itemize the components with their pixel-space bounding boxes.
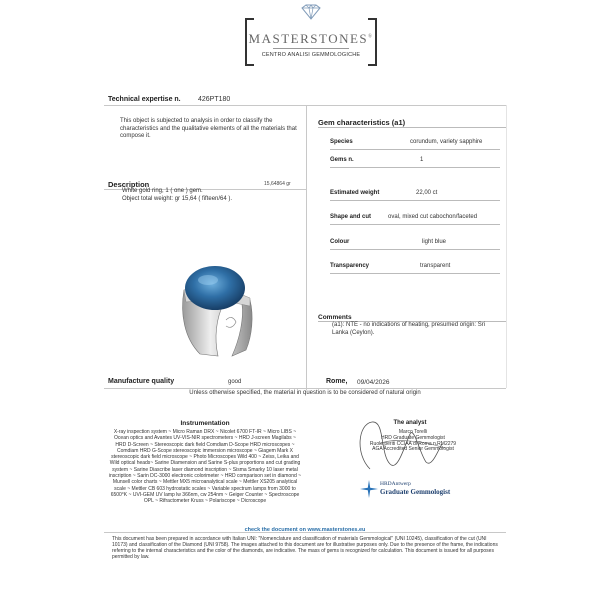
technical-expertise-label: Technical expertise n. [108,96,181,103]
gem-row-key: Gems n. [330,157,354,163]
instrumentation-text: X-ray inspection system ~ Micro Raman DRX ~ Nicolet 6700 FT-IR ~ Micro LIBS ~ Ocean optics and Avantes UV-VIS-NIR spectrometers ~ HRD J-screen Magilabs ~ HRD D-Screen ~ Stereoscopic dark field Comdiam D-Scope HRD microscopes ~ Comdiam HRD G-Scope stereoscopic immersion microscope ~ Giagem Mark X stereoscopic dark field microscope ~ Photo Microscopes Wild 400 ~ Zeiss, Leika and Wild optical heads~ Sarine Diamension and Sarine S-plus proportions and cut grading system ~ Sarine Diascribe laser diamond inscription ~ Sisma Smarky 10 laser metal inscription ~ Sarin DC-3000 electronic colorimeter ~ HRD comparison set in diamond ~ Munsell color charts ~ Mettler MX5 microanalytical scale ~ Mettler XS205 analytical scale ~ Mettler CB 603 hydrostatic scales ~ Variable spectrum lamps from 3000 to 6500°K ~ UVI-GEM UV lamp lw 366nm, cw 254nm ~ Geiger Counter ~ Spectroscope OPL ~ Rifractometer Kruss ~ Polariscope ~ Dicroscope [108,429,302,505]
analyst-credential: AGA Accredited Senior Gemmologist [372,446,454,453]
hrd-name: HRDAntwerp [380,481,411,487]
gem-row-value: light blue [422,239,447,245]
gem-row-value: corundum, variety sapphire [410,139,483,145]
gem-row-value: 22,00 ct [416,190,438,196]
gem-row-species [330,137,500,150]
star-icon [360,480,378,498]
gem-row-gems-n [330,155,500,168]
legal-text: This document has been prepared in accordance with Italian UNI: "Nomenclature and classification of materials Gemmological" (UNI 10245), classification of the cut (UNI 10173) and classification of the Diamond (UNI 9758). The images attached to this document are for illustrative purposes only. Due to the presence of the frame, the indications referring to the internal characteristics and the color of the diamonds, are indicative. The mass of gems is recognized for calculation. This document is issued for all purposes permitted by law. [112,536,498,560]
gem-row-key: Species [330,139,353,145]
natural-origin-note: Unless otherwise specified, the material in question is to be considered of natural origin [189,390,421,396]
description-line: White gold ring, 1 ( one ) gem. [122,188,203,194]
analyst-block [340,412,490,472]
analyst-name: Marco Torelli [398,429,428,435]
ring-photo [170,258,260,358]
manufacture-quality-value: good [228,379,242,385]
gem-row-colour [330,237,500,250]
gem-row-transparency [330,261,500,274]
logo-rule [273,48,349,49]
masterstones-logo [245,4,377,62]
divider [104,105,506,106]
gem-row-estimated-weight [330,188,500,201]
place-label: Rome, [326,378,348,385]
description-weight: 15,64864 gr [264,181,291,187]
description-label: Description [108,180,150,189]
analyst-title: The analyst [393,420,427,426]
gem-characteristics-title: Gem characteristics (a1) [318,118,506,128]
diamond-icon [300,4,322,20]
hrd-title: Graduate Gemmologist [380,488,451,496]
brand-name: MASTERSTONES® [248,31,374,46]
comments-label: Comments [318,314,506,322]
frame-right [506,105,507,388]
sapphire-stone [185,266,245,310]
gem-row-shape-and-cut [330,212,500,225]
column-divider [306,105,307,390]
description-line: Object total weight: gr 15,64 ( fifteen/64 ). [122,195,233,202]
analyst-credential: Ruolo periti CCIAA di Roma n.RM2279 [369,440,457,447]
gem-row-value: oval, mixed cut cabochon/faceted [388,214,478,220]
verify-document-link[interactable]: check the document on www.masterstones.eu [244,527,366,533]
instrumentation-title: Instrumentation [180,420,230,427]
manufacture-quality-label: Manufacture quality [108,378,175,385]
divider [104,388,506,389]
analyst-credentials [358,430,468,453]
gem-row-key: Colour [330,239,350,245]
comments-text: (a1): NTE - no indications of heating, presumed origin: Sri Lanka (Ceylon). [332,322,486,336]
brand-subtitle: CENTRO ANALISI GEMMOLOGICHE [261,52,361,58]
analyst-credential: HRD Graduate Gemmologist [381,434,445,441]
technical-expertise-number: 426PT180 [198,96,231,103]
gem-row-key: Shape and cut [330,214,372,220]
gem-row-key: Transparency [330,263,370,269]
hrd-antwerp-badge [360,478,480,498]
gem-row-key: Estimated weight [330,190,380,196]
intro-text: This object is subjected to analysis in order to classify the characteristics and the qualitative elements of all the materials that compose it. [120,118,297,139]
gem-row-value: 1 [420,157,424,163]
gem-row-value: transparent [420,263,451,269]
issue-date: 09/04/2026 [357,379,390,386]
description-text [122,188,292,203]
